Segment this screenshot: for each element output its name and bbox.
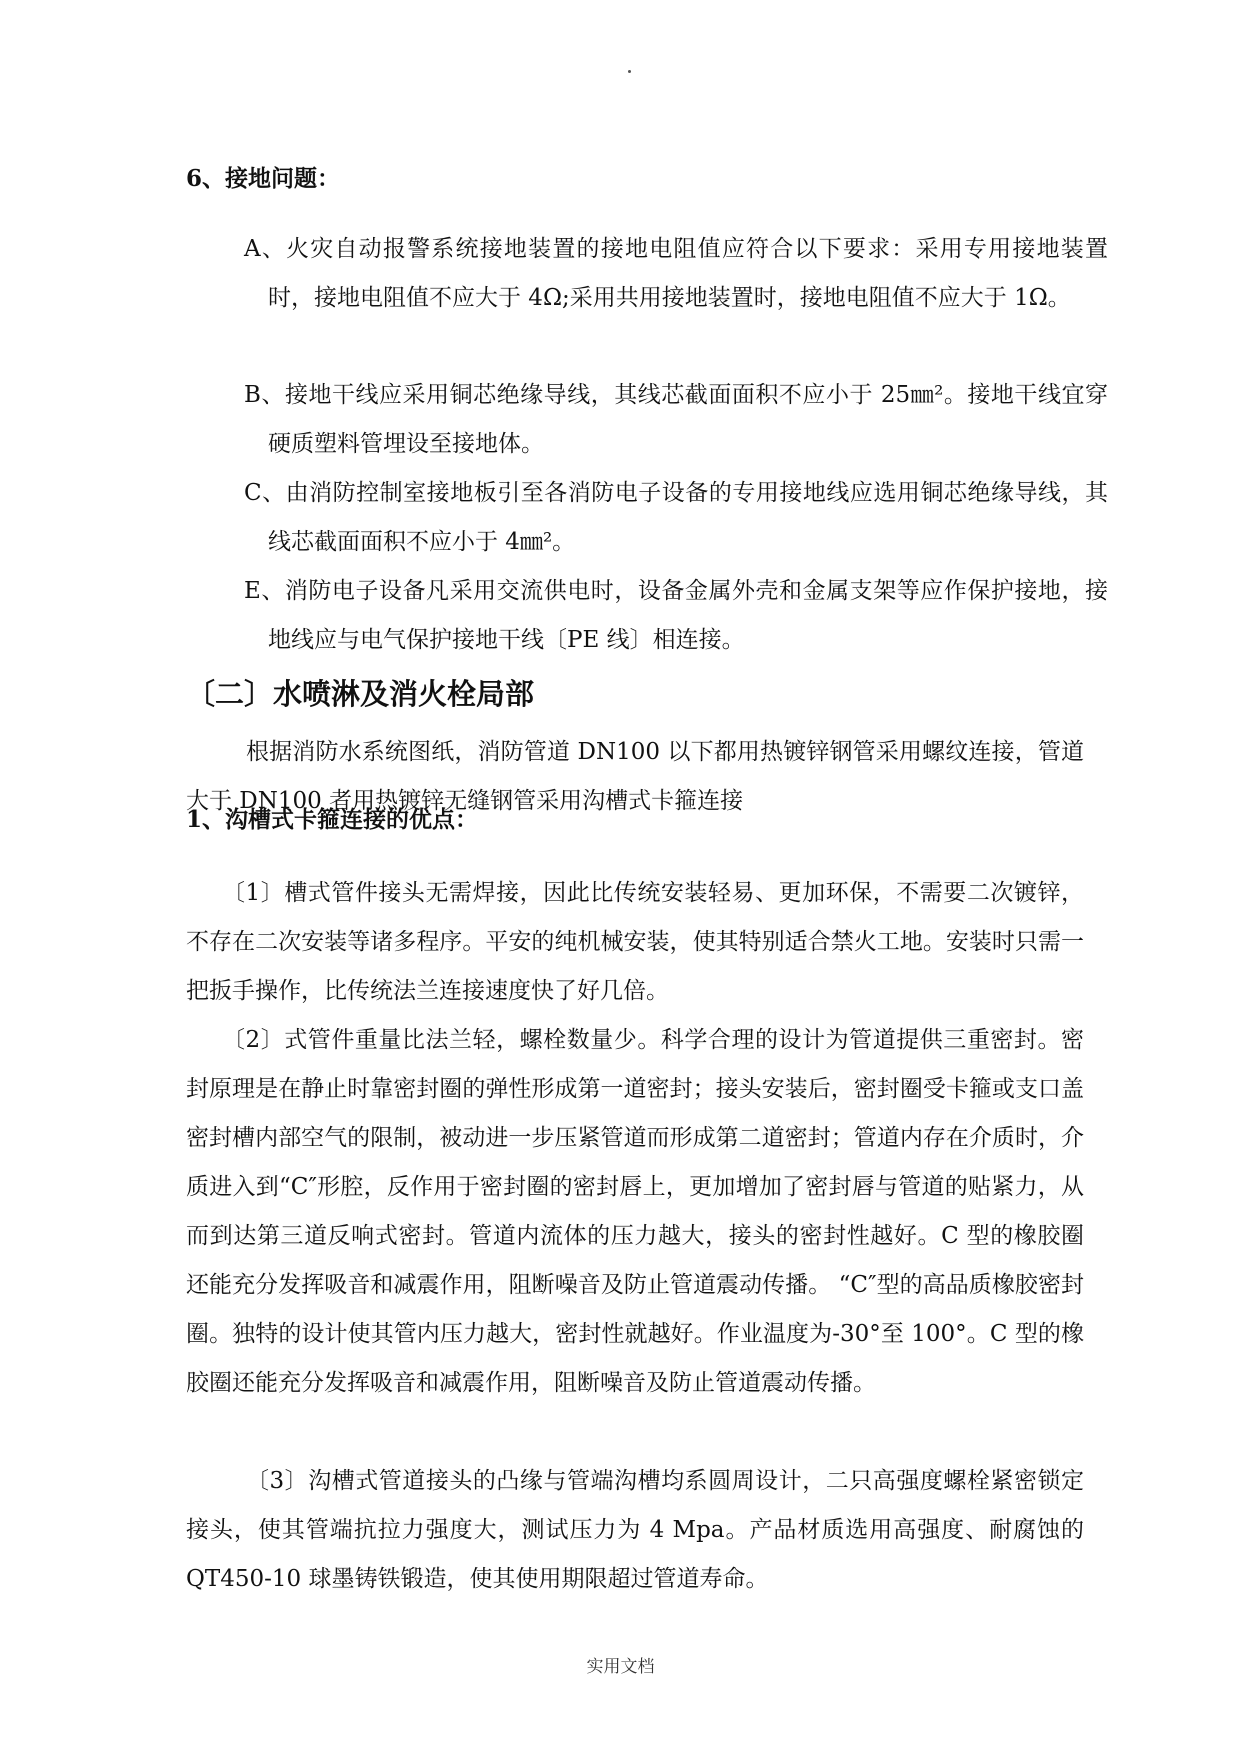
grounding-item-c: C、由消防控制室接地板引至各消防电子设备的专用接地线应选用铜芯绝缘导线，其线芯截面面积不应小于 4㎜²。 xyxy=(244,480,1108,555)
grounding-item-a: A、火灾自动报警系统接地装置的接地电阻值应符合以下要求：采用专用接地装置时，接地电阻值不应大于 4Ω;采用共用接地装置时，接地电阻值不应大于 1Ω。 xyxy=(244,236,1108,311)
advantage-paragraph-2: 〔2〕式管件重量比法兰轻，螺栓数量少。科学合理的设计为管道提供三重密封。密封原理是在静止时靠密封圈的弹性形成第一道密封；接头安装后，密封圈受卡箍或支口盖密封槽内部空气的限制，被动进一步压紧管道而形成第二道密封；管道内存在介质时，介质进入到“C″形腔，反作用于密封圈的密封唇上，更加增加了密封唇与管道的贴紧力，从而到达第三道反响式密封。管道内流体的压力越大，接头的密封性越好。C 型的橡胶圈还能充分发挥吸音和减震作用，阻断噪音及防止管道震动传播。 “C″型的高品质橡胶密封圈。独特的设计使其管内压力越大，密封性就越好。作业温度为-30°至 100°。C 型的橡胶圈还能充分发挥吸音和减震作用，阻断噪音及防止管道震动传播。 xyxy=(186,1027,1084,1396)
grounding-item-e: E、消防电子设备凡采用交流供电时，设备金属外壳和金属支架等应作保护接地，接地线应与电气保护接地干线〔PE 线〕相连接。 xyxy=(244,578,1108,653)
grounding-item-b: B、接地干线应采用铜芯绝缘导线，其线芯截面面积不应小于 25㎜²。接地干线宜穿硬质塑料管埋设至接地体。 xyxy=(244,382,1108,457)
advantage-paragraph-3: 〔3〕沟槽式管道接头的凸缘与管端沟槽均系圆周设计，二只高强度螺栓紧密锁定接头，使其管端抗拉力强度大，测试压力为 4 Mpa。产品材质选用高强度、耐腐蚀的 QT450-10 球墨铸铁锻造，使其使用期限超过管道寿命。 xyxy=(186,1468,1084,1592)
intro-paragraph: 根据消防水系统图纸，消防管道 DN100 以下都用热镀锌钢管采用螺纹连接，管道大于 DN100 者用热镀锌无缝钢管采用沟槽式卡箍连接 xyxy=(186,739,1084,814)
advantages-heading: 1、沟槽式卡箍连接的优点： xyxy=(186,806,479,833)
section-title: 〔二〕水喷淋及消火栓局部 xyxy=(186,677,535,711)
grounding-heading: 6、接地问题： xyxy=(186,165,341,192)
advantage-paragraph-1: 〔1〕槽式管件接头无需焊接，因此比传统安装轻易、更加环保，不需要二次镀锌，不存在二次安装等诸多程序。平安的纯机械安装，使其特别适合禁火工地。安装时只需一把扳手操作，比传统法兰连接速度快了好几倍。 xyxy=(186,880,1084,1004)
page-footer: 实用文档 xyxy=(586,1657,655,1677)
top-dot-mark xyxy=(628,70,631,73)
